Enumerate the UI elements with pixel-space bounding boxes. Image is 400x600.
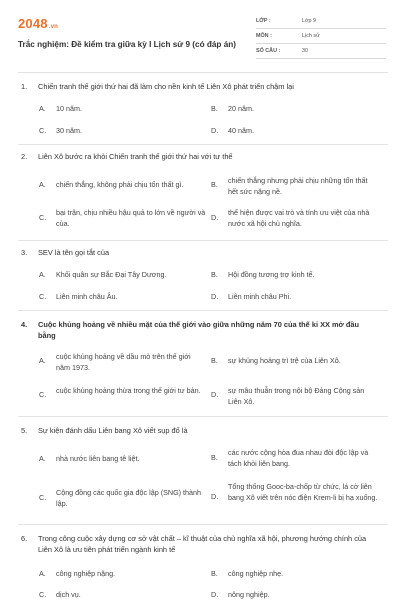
question-number: 2. [21,152,28,161]
option-letter: C. [39,126,47,135]
question-number: 3. [21,248,28,257]
meta-row-class [256,14,386,29]
option-text: thế hiện được vai trò và tính ưu việt của nhà nước xã hội chủ nghĩa. [228,208,370,228]
option-letter: B. [211,356,218,365]
option-text: 40 năm. [228,126,254,135]
option-text: nông nghiệp. [228,590,270,599]
option-letter: B. [211,569,218,578]
question-number: 4. [21,320,28,329]
option-letter: B. [211,270,218,279]
question-separator [18,240,388,241]
option-letter: D. [211,390,219,399]
site-logo[interactable] [18,16,58,31]
meta-panel [256,14,386,59]
option-letter: B. [211,104,218,113]
option-letter: A. [39,270,46,279]
option-letter: A. [39,569,46,578]
option-text: Hội đồng tương trợ kinh tế. [228,270,315,279]
question-number: 1. [21,82,28,91]
option-letter: C. [39,493,47,502]
option-text: bại trận, chịu nhiều hậu quả to lớn về người và của. [56,208,206,228]
question-number: 6. [21,534,28,543]
option-letter: D. [211,213,219,222]
meta-row-count [256,44,386,59]
subject-label: MÔN : [256,33,272,39]
option-text: 30 năm. [56,126,82,135]
count-label: SỐ CÂU : [256,48,281,54]
header-divider [18,72,388,73]
option-letter: A. [39,454,46,463]
count-value: 30 [302,48,308,54]
option-letter: C. [39,213,47,222]
option-text: công nghiệp nhẹ. [228,569,284,578]
question-text: Trong công cuộc xây dựng cơ sở vật chất – kĩ thuật của chủ nghĩa xã hội, phương hướng chính của Liên Xô là ưu tiên phát triển ngành kinh tế [38,534,367,554]
option-text: 10 năm. [56,104,82,113]
option-text: nhà nước liên bang tê liệt. [56,454,140,463]
question-separator [18,524,388,525]
option-letter: D. [211,126,219,135]
question-text: Chiến tranh thế giới thứ hai đã làm cho nền kinh tế Liên Xô phát triển chậm lại [38,82,294,91]
option-letter: B. [211,180,218,189]
option-letter: D. [211,292,219,301]
option-text: cuộc khủng hoảng thừa trong thế giới tư bản. [56,386,201,395]
question-text: Liên Xô bước ra khỏi Chiến tranh thế giới thứ hai với tư thế [38,152,233,161]
question-text: Cuộc khủng hoảng về nhiều mặt của thế giới vào giữa những năm 70 của thế kỉ XX mở đầu bằng [38,320,359,340]
option-text: Khối quân sự Bắc Đại Tây Dương. [56,270,167,279]
class-value: Lớp 9 [302,18,317,24]
option-letter: D. [211,492,219,501]
question-separator [18,144,388,145]
question-separator [18,416,388,417]
option-text: chiến thắng nhưng phải chịu những tổn thất hết sức nặng nề. [228,176,368,196]
option-text: chiến thắng, không phải chịu tổn thất gì. [56,180,184,189]
option-text: sự mâu thuẫn trong nội bộ Đảng Cộng sản Liên Xô. [228,386,365,406]
option-text: Liên minh châu Phi. [228,292,292,301]
option-text: dịch vụ. [56,590,81,599]
class-label: LỚP : [256,18,271,24]
option-letter: A. [39,356,46,365]
meta-row-subject [256,29,386,44]
option-text: Cộng đồng các quốc gia độc lập (SNG) thành lập. [56,488,202,508]
question-number: 5. [21,426,28,435]
option-letter: C. [39,292,47,301]
logo-main: 2048 [18,16,48,31]
option-text: sự khủng hoảng trì trệ của Liên Xô. [228,356,341,365]
option-letter: C. [39,390,47,399]
option-letter: A. [39,104,46,113]
option-letter: A. [39,180,46,189]
option-letter: D. [211,590,219,599]
question-text: Sự kiện đánh dấu Liên bang Xô viết sụp đổ là [38,426,188,435]
option-text: Liên minh châu Âu. [56,292,118,301]
option-text: cuộc khủng hoảng về dầu mỏ trên thế giới năm 1973. [56,352,191,372]
option-text: Tổng thống Gooc-ba-chốp từ chức, lá cờ liên bang Xô viết trên nóc điện Krem-li bị hạ xuống. [228,482,378,502]
subject-value: Lịch sử [302,33,320,39]
option-text: các nước cộng hòa đua nhau đòi độc lập và tách khỏi liên bang. [228,448,369,468]
option-text: công nghiệp nặng. [56,569,116,578]
option-letter: B. [211,453,218,462]
logo-tld: .vn [48,24,59,30]
option-letter: C. [39,590,47,599]
option-text: 20 năm. [228,104,254,113]
page-header [18,14,386,64]
question-text: SEV là tên gọi tắt của [38,248,110,257]
question-separator [18,310,388,311]
page-title: Trắc nghiệm: Đề kiểm tra giữa kỳ I Lịch sử 9 (có đáp án) [18,40,236,49]
